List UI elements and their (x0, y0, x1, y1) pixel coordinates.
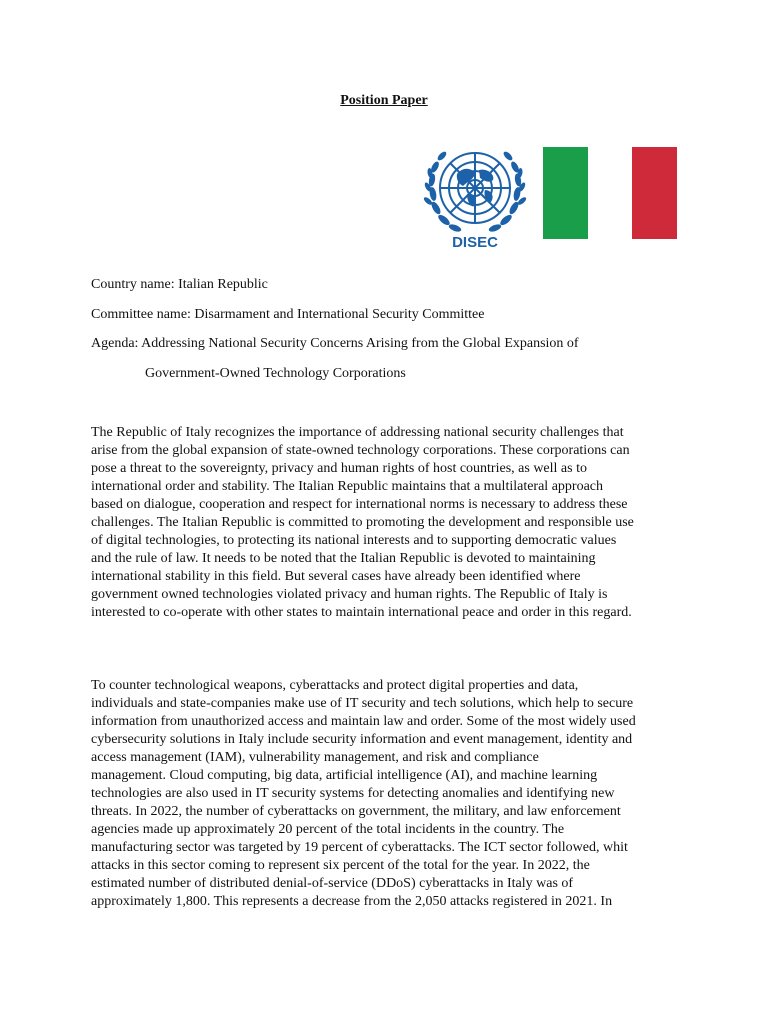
italy-flag-icon (543, 147, 677, 239)
text-line: manufacturing sector was targeted by 19 percent of cyberattacks. The ICT sector followed, whit (91, 840, 628, 855)
text-line: information from unauthorized access and maintain law and order. Some of the most widely used (91, 714, 636, 729)
text-line: attacks in this sector coming to represent six percent of the total for the year. In 2022, the (91, 858, 590, 873)
flag-red-band (632, 147, 677, 239)
text-line: arise from the global expansion of state-owned technology corporations. These corporations can (91, 443, 630, 458)
globe (440, 153, 510, 223)
text-line: interested to co-operate with other states to maintain international peace and order in this regard. (91, 605, 632, 620)
flag-green-band (543, 147, 588, 239)
committee-name: Committee name: Disarmament and International Security Committee (91, 307, 485, 322)
laurel-left (423, 150, 462, 233)
text-line: international stability in this field. But several cases have already been identified where (91, 569, 581, 584)
text-line: management. Cloud computing, big data, artificial intelligence (AI), and machine learning (91, 768, 598, 783)
un-emblem-icon (423, 144, 527, 250)
flag-white-band (588, 147, 633, 239)
text-line: challenges. The Italian Republic is committed to promoting the development and responsible use (91, 515, 634, 530)
text-line: approximately 1,800. This represents a decrease from the 2,050 attacks registered in 2021. In (91, 894, 613, 909)
text-line: To counter technological weapons, cyberattacks and protect digital properties and data, (91, 678, 579, 693)
text-line: of digital technologies, to protecting its national interests and to supporting democratic values (91, 533, 617, 548)
paragraph-1 (91, 424, 683, 622)
text-line: international order and stability. The Italian Republic maintains that a multilateral approach (91, 479, 603, 494)
laurel-right (488, 150, 527, 233)
agenda-line-1: Agenda: Addressing National Security Concerns Arising from the Global Expansion of (91, 336, 579, 351)
page-title (0, 93, 768, 109)
disec-label: DISEC (452, 234, 498, 250)
text-line: The Republic of Italy recognizes the importance of addressing national security challenges that (91, 425, 624, 440)
text-line: cybersecurity solutions in Italy include security information and event management, identity and (91, 732, 633, 747)
text-line: and the rule of law. It needs to be noted that the Italian Republic is devoted to maintaining (91, 551, 596, 566)
text-line: threats. In 2022, the number of cyberattacks on government, the military, and law enforcement (91, 804, 621, 819)
agenda-line-2: Government-Owned Technology Corporations (145, 366, 406, 381)
text-line: pose a threat to the sovereignty, privacy and human rights of host countries, as well as to (91, 461, 587, 476)
text-line: government owned technologies violated privacy and human rights. The Republic of Italy is (91, 587, 608, 602)
country-name: Country name: Italian Republic (91, 277, 268, 292)
text-line: individuals and state-companies make use of IT security and tech solutions, which help to secure (91, 696, 634, 711)
text-line: agencies made up approximately 20 percent of the total incidents in the country. The (91, 822, 565, 837)
text-line: estimated number of distributed denial-of-service (DDoS) cyberattacks in Italy was of (91, 876, 574, 891)
text-line: access management (IAM), vulnerability management, and risk and compliance (91, 750, 539, 765)
text-line: technologies are also used in IT security systems for detecting anomalies and identifying new (91, 786, 615, 801)
text-line: based on dialogue, cooperation and respect for international norms is necessary to address these (91, 497, 628, 512)
paragraph-2 (91, 677, 683, 911)
title-text: Position Paper (340, 93, 428, 108)
